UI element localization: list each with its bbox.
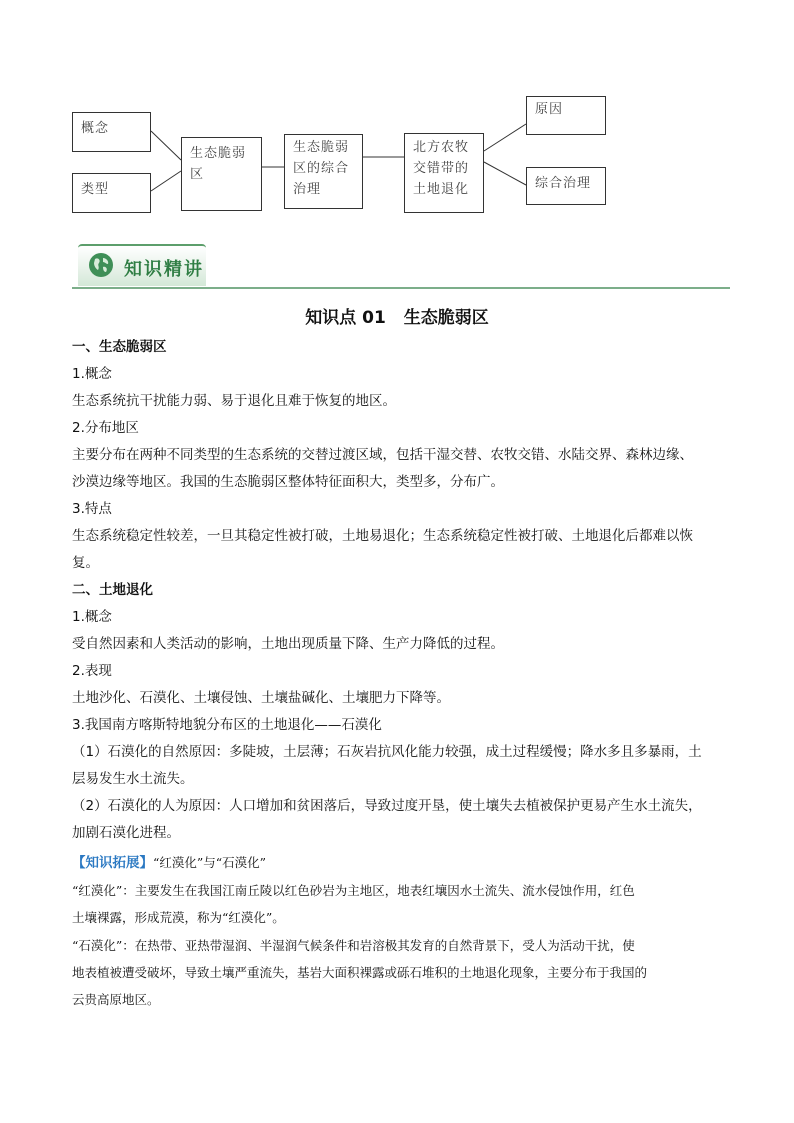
- mindmap-node-governance-label: 生态脆弱区的综合治理: [293, 140, 350, 197]
- knowledge-expansion-tag: 【知识拓展】: [72, 855, 153, 871]
- subheading-manifestation: 2.表现: [72, 663, 112, 679]
- section-heading-2: 二、土地退化: [72, 582, 153, 598]
- banner-divider: [72, 287, 730, 289]
- banner-tab: [78, 244, 206, 286]
- paragraph-features-2: 复。: [72, 555, 99, 571]
- knowledge-expansion-heading: [72, 849, 732, 877]
- mindmap-node-cause: [526, 96, 606, 135]
- paragraph-stone-desertification-1: “石漠化”：在热带、亚热带湿润、半湿润气候条件和岩溶极其发育的自然背景下，受人为活动干扰，使: [72, 938, 635, 953]
- mindmap-node-comprehensive-label: 综合治理: [535, 176, 592, 191]
- mindmap-node-comprehensive: [526, 167, 606, 205]
- paragraph-manifestation: 土地沙化、石漠化、土壤侵蚀、土壤盐碱化、土壤肥力下降等。: [72, 690, 450, 706]
- section-heading-1: 一、生态脆弱区: [72, 339, 167, 355]
- subheading-concept: 1.概念: [72, 366, 112, 382]
- paragraph-stone-desertification-2: 地表植被遭受破坏，导致土壤严重流失，基岩大面积裸露或砾石堆积的土地退化现象，主要分布于我国的: [72, 965, 648, 980]
- mindmap-node-governance: [284, 134, 363, 209]
- subheading-degradation-concept: 1.概念: [72, 609, 112, 625]
- paragraph-distribution-2: 沙漠边缘等地区。我国的生态脆弱区整体特征面积大，类型多，分布广。: [72, 474, 504, 490]
- paragraph-degradation-concept: 受自然因素和人类活动的影响，土地出现质量下降、生产力降低的过程。: [72, 636, 504, 652]
- paragraph-red-desertification-2: 土壤裸露，形成荒漠，称为“红漠化”。: [72, 910, 285, 925]
- paragraph-natural-cause-2: 层易发生水土流失。: [72, 771, 194, 787]
- mindmap-node-fragile-zone: [181, 137, 262, 211]
- paragraph-stone-desertification-3: 云贵高原地区。: [72, 992, 160, 1007]
- mindmap-node-northern: [404, 133, 484, 213]
- mindmap-node-concept-label: 概念: [81, 121, 110, 136]
- paragraph-distribution-1: 主要分布在两种不同类型的生态系统的交替过渡区域，包括干湿交替、农牧交错、水陆交界、森林边缘、: [72, 447, 693, 463]
- paragraph-red-desertification-1: “红漠化”：主要发生在我国江南丘陵以红色砂岩为主地区，地表红壤因水土流失、流水侵蚀作用，红色: [72, 883, 635, 898]
- section-banner: [72, 244, 730, 289]
- paragraph-human-cause-1: （2）石漠化的人为原因：人口增加和贫困落后，导致过度开垦，使土壤失去植被保护更易产生水土流失，: [72, 798, 702, 814]
- subheading-rocky-desertification: 3.我国南方喀斯特地貌分布区的土地退化——石漠化: [72, 717, 382, 733]
- globe-icon: [88, 252, 114, 278]
- mindmap-node-type-label: 类型: [81, 182, 110, 197]
- page-title-number: 知识点 01: [305, 308, 386, 328]
- mindmap-node-cause-label: 原因: [535, 102, 564, 117]
- mindmap-node-northern-label: 北方农牧交错带的土地退化: [413, 140, 470, 197]
- banner-title: 知识精讲: [124, 259, 204, 280]
- mindmap-node-fragile-zone-label: 生态脆弱区: [190, 146, 247, 182]
- paragraph-concept: 生态系统抗干扰能力弱、易于退化且难于恢复的地区。: [72, 393, 396, 409]
- mindmap-node-concept: [72, 112, 151, 152]
- paragraph-features-1: 生态系统稳定性较差，一旦其稳定性被打破，土地易退化；生态系统稳定性被打破、土地退化后都难以恢: [72, 528, 693, 544]
- paragraph-natural-cause-1: （1）石漠化的自然原因：多陡坡，土层薄；石灰岩抗风化能力较强，成土过程缓慢；降水多且多暴雨，土: [72, 744, 702, 760]
- page-title: [0, 303, 794, 328]
- subheading-distribution: 2.分布地区: [72, 420, 139, 436]
- page-title-text: 生态脆弱区: [403, 308, 489, 328]
- paragraph-human-cause-2: 加剧石漠化进程。: [72, 825, 180, 841]
- mindmap-node-type: [72, 173, 151, 213]
- subheading-features: 3.特点: [72, 501, 112, 517]
- knowledge-expansion-title: “红漠化”与“石漠化”: [153, 855, 267, 870]
